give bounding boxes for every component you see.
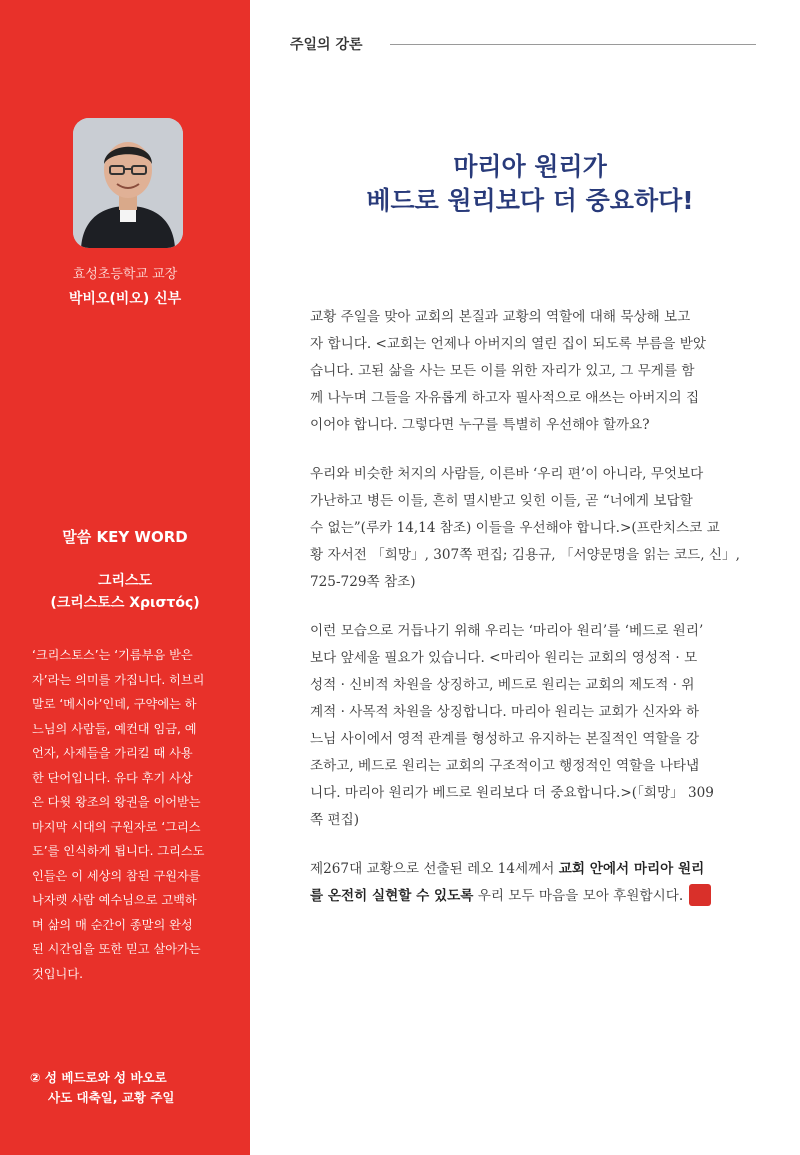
keyword-term-block	[0, 570, 250, 614]
body-line: 쪽 편집)	[310, 812, 360, 828]
body-line: 계적 · 사목적 차원을 상징합니다. 마리아 원리는 교회가 신자와 하	[310, 704, 699, 720]
author-photo	[73, 118, 183, 248]
keyword-line: 나자렛 사람 예수님으로 고백하	[32, 893, 197, 907]
keyword-body	[32, 643, 222, 986]
body-line: 교황 주일을 맞아 교회의 본질과 교황의 역할에 대해 묵상해 보고	[310, 309, 691, 325]
author-role: 효성초등학교 교장	[72, 267, 178, 282]
keyword-line: 느님의 사람들, 예컨대 임금, 예	[32, 721, 197, 736]
keyword-line: 며 삶의 매 순간이 종말의 완성	[32, 917, 193, 932]
page-title	[300, 150, 760, 218]
keyword-line: 한 단어입니다. 유다 후기 사상	[32, 770, 193, 785]
keyword-heading: 말씀 KEY WORD	[62, 528, 188, 546]
feast-line-1: ② 성 베드로와 성 바오로	[30, 1070, 167, 1085]
feast-line-2: 사도 대축일, 교황 주일	[48, 1090, 175, 1105]
paragraph-3	[310, 618, 750, 834]
keyword-term-original: (크리스토스 Χριστός)	[50, 595, 200, 611]
article-body	[310, 304, 750, 932]
paragraph-4	[310, 856, 750, 910]
keyword-line: 언자, 사제들을 가리킬 때 사용	[32, 746, 193, 760]
body-line: 습니다. 고된 삶을 사는 모든 이를 위한 자리가 있고, 그 무게를 함	[310, 363, 695, 379]
body-line: 성적 · 신비적 차원을 상징하고, 베드로 원리는 교회의 제도적 · 위	[310, 677, 695, 693]
body-text: 우리 모두 마음을 모아 후원합시다.	[473, 888, 684, 904]
body-emphasis: 를 온전히 실현할 수 있도록	[310, 888, 474, 904]
paragraph-1	[310, 304, 750, 439]
keyword-term: 그리스도	[97, 573, 153, 589]
keyword-line: 은 다윗 왕조의 왕권을 이어받는	[32, 795, 201, 809]
body-line	[310, 883, 750, 910]
body-line: 느님 사이에서 영적 관계를 형성하고 유지하는 본질적인 역할을 강	[310, 731, 700, 747]
body-line: 725-729쪽 참조)	[310, 574, 416, 590]
section-label: 주일의 강론	[290, 37, 363, 53]
keyword-line: 것입니다.	[32, 966, 83, 981]
feast-caption	[30, 1068, 230, 1108]
body-line: 이어야 합니다. 그렇다면 누구를 특별히 우선해야 할까요?	[310, 417, 650, 433]
keyword-line: 인들은 이 세상의 참된 구원자를	[32, 868, 201, 883]
keyword-line: 도’를 인식하게 됩니다. 그리스도	[32, 844, 205, 858]
keyword-line: 자’라는 의미를 가집니다. 히브리	[32, 672, 205, 687]
seal-icon	[689, 884, 711, 906]
body-line: 보다 앞세울 필요가 있습니다. <마리아 원리는 교회의 영성적 · 모	[310, 650, 698, 666]
keyword-line: 마지막 시대의 구원자로 ‘그리스	[32, 819, 201, 834]
author-name: 박비오(비오) 신부	[68, 291, 182, 307]
body-line: 이런 모습으로 거듭나기 위해 우리는 ‘마리아 원리’를 ‘베드로 원리’	[310, 623, 704, 639]
keyword-line: 된 시간임을 또한 믿고 살아가는	[32, 942, 201, 956]
body-line: 가난하고 병든 이들, 흔히 멸시받고 잊힌 이들, 곧 “너에게 보답할	[310, 493, 693, 509]
title-line-2: 베드로 원리보다 더 중요하다!	[366, 186, 694, 215]
sidebar	[0, 0, 250, 1155]
body-line: 우리와 비슷한 처지의 사람들, 이른바 ‘우리 편’이 아니라, 무엇보다	[310, 466, 704, 482]
body-line: 조하고, 베드로 원리는 교회의 구조적이고 행정적인 역할을 나타냅	[310, 758, 700, 774]
body-line: 니다. 마리아 원리가 베드로 원리보다 더 중요합니다.>(「희망」 309	[310, 785, 714, 801]
header-divider	[390, 44, 756, 45]
body-line: 수 없는”(루카 14,14 참조) 이들을 우선해야 합니다.>(프란치스코 교	[310, 520, 720, 536]
keyword-line: 말로 ‘메시아’인데, 구약에는 하	[32, 697, 197, 711]
body-emphasis: 교회 안에서 마리아 원리	[558, 861, 705, 877]
body-line: 자 합니다. <교회는 언제나 아버지의 열린 집이 되도록 부름을 받았	[310, 336, 707, 352]
title-line-1: 마리아 원리가	[453, 152, 607, 181]
keyword-line: ‘크리스토스’는 ‘기름부음 받은	[32, 648, 193, 662]
body-line: 께 나누며 그들을 자유롭게 하고자 필사적으로 애쓰는 아버지의 집	[310, 390, 700, 406]
body-line	[310, 856, 750, 883]
priest-portrait-icon	[73, 118, 183, 248]
body-line: 황 자서전 「희망」, 307쪽 편집; 김용규, 「서양문명을 읽는 코드, 신」,	[310, 547, 740, 563]
body-text: 제267대 교황으로 선출된 레오 14세께서	[310, 861, 559, 877]
paragraph-2	[310, 461, 750, 596]
